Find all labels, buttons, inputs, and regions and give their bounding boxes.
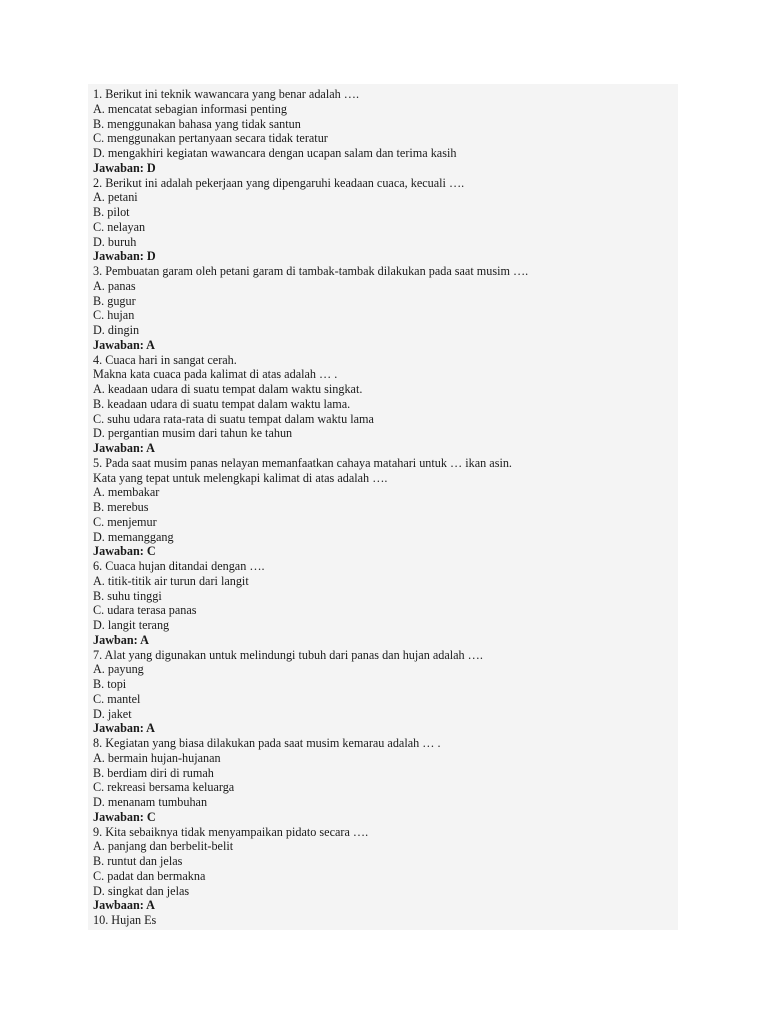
question-text: 2. Berikut ini adalah pekerjaan yang dipengaruhi keadaan cuaca, kecuali …. [93, 175, 465, 190]
answer-key: Jawaban: D [93, 160, 156, 175]
answer-option: D. dingin [93, 323, 140, 337]
answer-option: D. menanam tumbuhan [93, 795, 208, 809]
answer-option: C. rekreasi bersama keluarga [93, 780, 235, 795]
answer-option: B. topi [93, 677, 127, 691]
answer-option: C. menggunakan pertanyaan secara tidak teratur [93, 131, 328, 146]
question-text: 4. Cuaca hari in sangat cerah. [93, 352, 237, 367]
answer-option: B. runtut dan jelas [93, 854, 183, 868]
answer-option: D. mengakhiri kegiatan wawancara dengan ucapan salam dan terima kasih [93, 146, 457, 160]
question-text: 9. Kita sebaiknya tidak menyampaikan pidato secara …. [93, 824, 369, 839]
answer-key: Jawaban: A [93, 721, 155, 736]
answer-key: Jawaban: A [93, 337, 155, 352]
question-text: 8. Kegiatan yang biasa dilakukan pada saat musim kemarau adalah … . [93, 736, 441, 750]
answer-option: A. payung [93, 662, 144, 677]
answer-option: D. langit terang [93, 618, 170, 632]
answer-option: A. keadaan udara di suatu tempat dalam waktu singkat. [93, 382, 363, 396]
answer-option: A. membakar [93, 485, 160, 500]
answer-option: C. udara terasa panas [93, 603, 197, 618]
answer-option: B. merebus [93, 500, 149, 514]
answer-key: Jawaban: A [93, 441, 155, 455]
answer-option: A. mencatat sebagian informasi penting [93, 101, 287, 116]
answer-option: A. titik-titik air turun dari langit [93, 573, 249, 588]
question-block [93, 825, 678, 914]
answer-option: B. pilot [93, 205, 130, 219]
question-text: 1. Berikut ini teknik wawancara yang benar adalah …. [93, 87, 359, 101]
answer-option: C. suhu udara rata-rata di suatu tempat dalam waktu lama [93, 411, 374, 426]
answer-option: B. keadaan udara di suatu tempat dalam waktu lama. [93, 396, 351, 411]
question-text: 6. Cuaca hujan ditandai dengan …. [93, 559, 265, 573]
answer-key: Jawaban: C [93, 809, 156, 824]
answer-option: B. menggunakan bahasa yang tidak santun [93, 116, 301, 131]
question-block [93, 648, 678, 737]
answer-option: A. panjang dan berbelit-belit [93, 839, 234, 854]
answer-option: D. jaket [93, 706, 132, 721]
answer-option: C. menjemur [93, 514, 157, 529]
answer-option: B. gugur [93, 293, 136, 308]
answer-key: Jawaban: D [93, 249, 156, 264]
question-block [93, 87, 678, 176]
question-block [93, 456, 678, 559]
question-list [93, 87, 678, 928]
question-block [93, 264, 678, 353]
question-block [93, 736, 678, 825]
question-text: 3. Pembuatan garam oleh petani garam di tambak-tambak dilakukan pada saat musim …. [93, 264, 529, 278]
answer-option: C. nelayan [93, 219, 146, 234]
question-block [93, 913, 678, 928]
answer-option: C. mantel [93, 691, 141, 706]
answer-option: D. pergantian musim dari tahun ke tahun [93, 426, 293, 441]
question-block [93, 559, 678, 648]
answer-option: C. padat dan bermakna [93, 868, 206, 883]
question-text: 7. Alat yang digunakan untuk melindungi tubuh dari panas dan hujan adalah …. [93, 647, 483, 662]
question-text: 5. Pada saat musim panas nelayan memanfaatkan cahaya matahari untuk … ikan asin. [93, 455, 512, 470]
answer-key: Jawbaan: A [93, 898, 155, 913]
answer-option: A. petani [93, 190, 138, 205]
answer-key: Jawaban: C [93, 544, 156, 559]
question-text: 10. Hujan Es [93, 913, 157, 927]
answer-option: B. suhu tinggi [93, 588, 162, 603]
question-text: Kata yang tepat untuk melengkapi kalimat di atas adalah …. [93, 470, 388, 485]
answer-option: B. berdiam diri di rumah [93, 765, 214, 780]
answer-option: D. singkat dan jelas [93, 883, 190, 898]
answer-option: A. bermain hujan-hujanan [93, 750, 221, 765]
answer-option: D. buruh [93, 234, 137, 249]
question-text: Makna kata cuaca pada kalimat di atas adalah … . [93, 367, 338, 382]
answer-option: C. hujan [93, 308, 135, 323]
question-block [93, 176, 678, 265]
answer-option: A. panas [93, 278, 136, 293]
answer-option: D. memanggang [93, 529, 174, 544]
answer-key: Jawban: A [93, 632, 149, 647]
question-block [93, 353, 678, 456]
